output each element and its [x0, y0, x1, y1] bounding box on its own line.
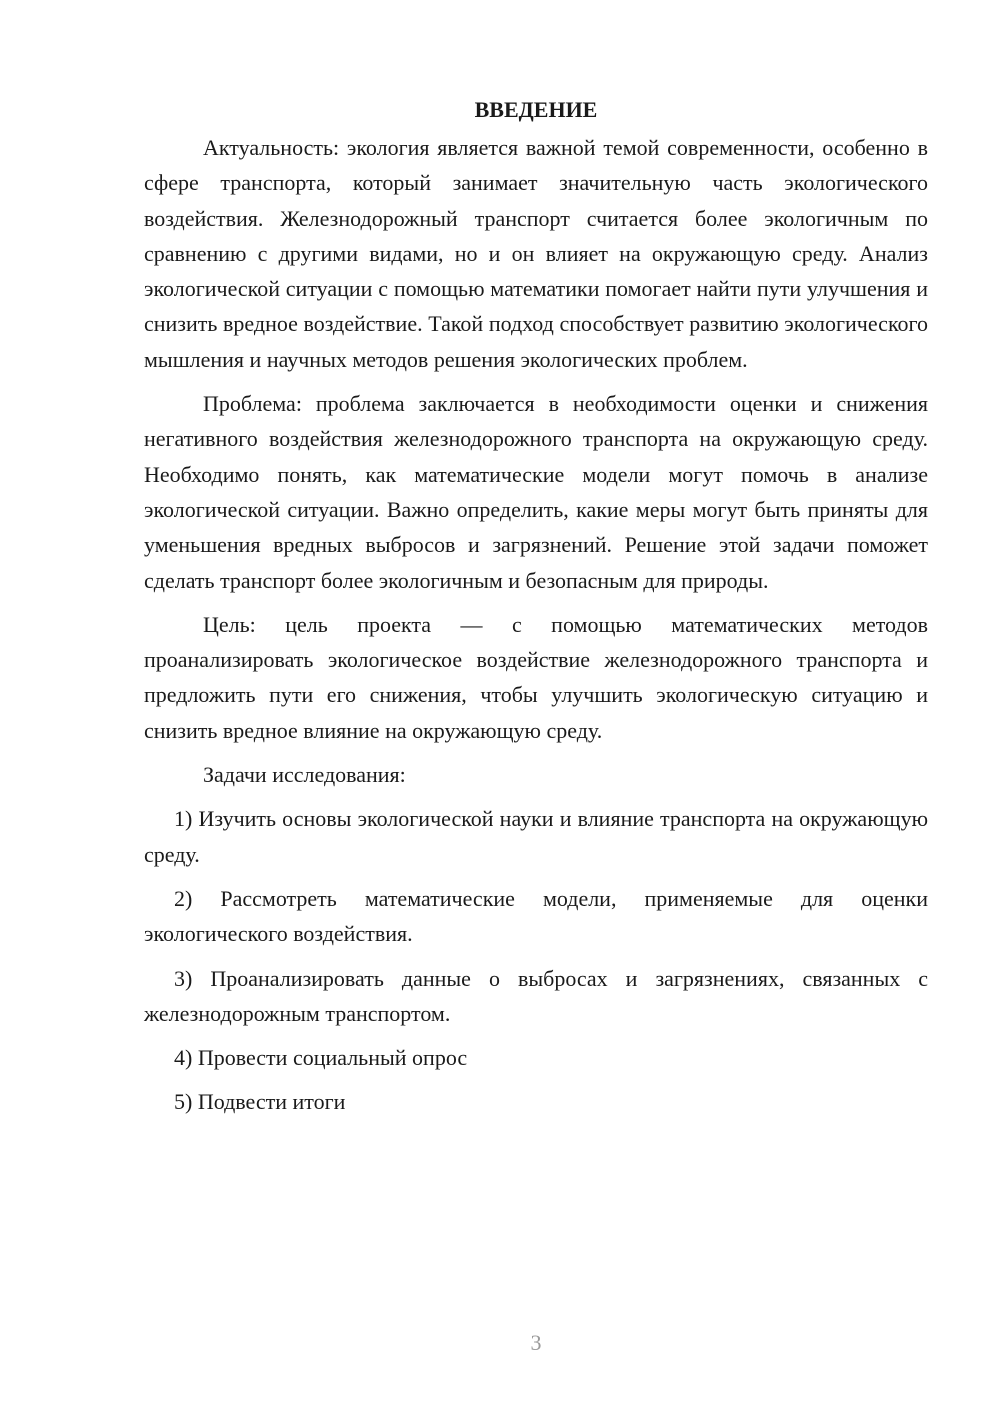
paragraph-problem: Проблема: проблема заключается в необходимости оценки и снижения негативного воздействия железнодорожного транспорта на окружающую среду. Необходимо понять, как математические модели могут помочь в анализе экологической ситуации. Важно определить, какие меры могут быть приняты для уменьшения вредных выбросов и загрязнений. Решение этой задачи поможет сделать транспорт более экологичным и безопасным для природы.: [144, 391, 928, 593]
document-page: [144, 92, 928, 1120]
paragraph-tasks-heading: Задачи исследования:: [203, 762, 406, 788]
page-number: 3: [530, 1330, 542, 1355]
paragraph-goal: Цель: цель проекта — с помощью математических методов проанализировать экологическое воздействие железнодорожного транспорта и предложить пути его снижения, чтобы улучшить экологическую ситуацию и снизить вредное влияние на окружающую среду.: [144, 611, 928, 743]
list-item: 2) Рассмотреть математические модели, применяемые для оценки экологического воздействия.: [144, 885, 928, 947]
list-item: 5) Подвести итоги: [174, 1089, 346, 1115]
list-item: 3) Проанализировать данные о выбросах и загрязнениях, связанных с железнодорожным транспортом.: [144, 965, 928, 1026]
tasks-list: [144, 801, 928, 1119]
paragraph-relevance: Актуальность: экология является важной темой современности, особенно в сфере транспорта, который занимает значительную часть экологического воздействия. Железнодорожный транспорт считается более экологичным по сравнению с другими видами, но и он влияет на окружающую среду. Анализ экологической ситуации с помощью математики помогает найти пути улучшения и снизить вредное воздействие. Такой подход способствует развитию экологического мышления и научных методов решения экологических проблем.: [144, 135, 928, 372]
section-title: ВВЕДЕНИЕ: [474, 97, 598, 122]
list-item: 1) Изучить основы экологической науки и влияние транспорта на окружающую среду.: [144, 806, 928, 867]
list-item: 4) Провести социальный опрос: [174, 1045, 468, 1071]
